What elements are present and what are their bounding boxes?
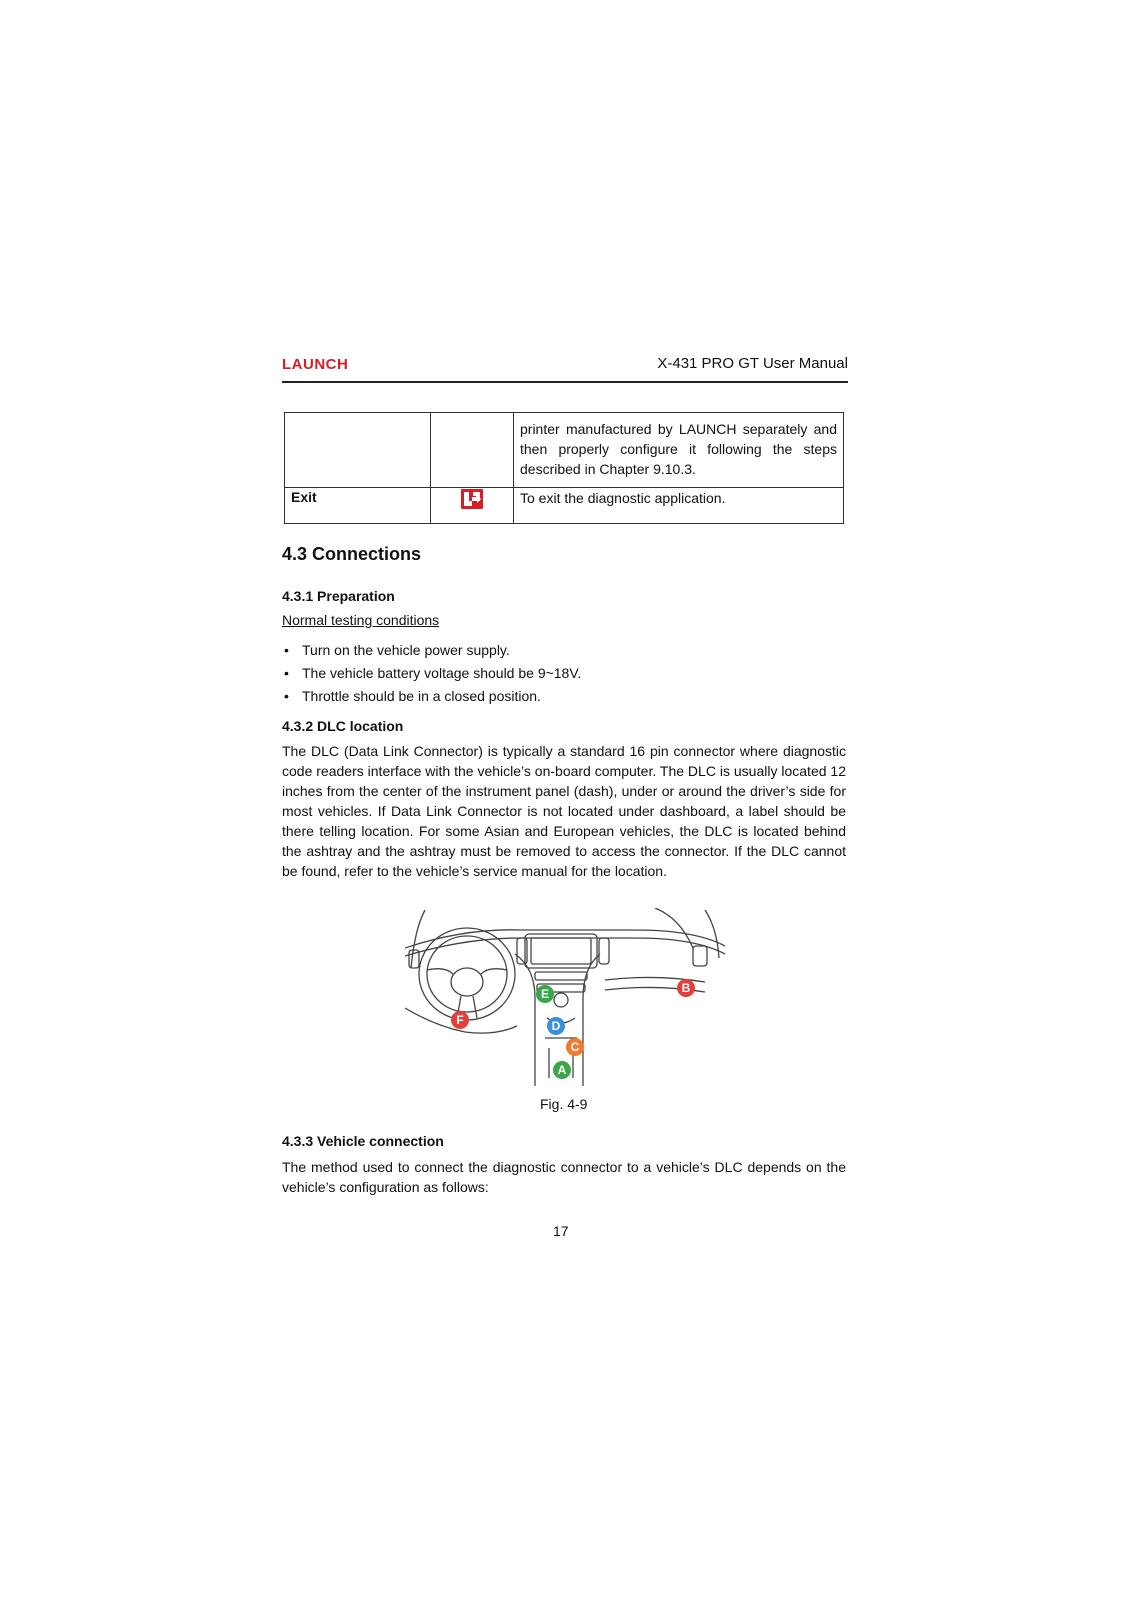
marker-label: E bbox=[540, 987, 550, 1001]
marker-a bbox=[553, 1061, 571, 1079]
bullet-icon: • bbox=[284, 688, 289, 704]
marker-label: A bbox=[557, 1063, 567, 1077]
exit-icon bbox=[461, 489, 483, 512]
section-title: 4.3 Connections bbox=[282, 544, 422, 564]
marker-f bbox=[451, 1011, 469, 1029]
page-header bbox=[282, 355, 848, 379]
list-item bbox=[282, 640, 581, 663]
marker-b bbox=[677, 979, 695, 997]
list-item bbox=[282, 663, 581, 686]
brand-logo-text: LAUNCH bbox=[282, 356, 349, 373]
dlc-paragraph: The DLC (Data Link Connector) is typically a standard 16 pin connector where diagnostic code readers interface with the vehicle’s on-board computer. The DLC is usually located 12 inches from the center of the instrument panel (dash), under or around the driver’s side for most vehicles. If Data Link Connector is not located under dashboard, a label should be there telling location. For some Asian and European vehicles, the DLC is located behind the ashtray and the ashtray must be removed to access the connector. If the DLC cannot be found, refer to the vehicle’s service manual for the location. bbox=[282, 743, 846, 879]
table-cell-description: To exit the diagnostic application. bbox=[514, 488, 844, 524]
bullet-icon: • bbox=[284, 665, 289, 681]
dashboard-illustration bbox=[405, 908, 725, 1086]
marker-c bbox=[566, 1038, 584, 1056]
manual-title: X-431 PRO GT User Manual bbox=[657, 355, 848, 372]
table-cell-icon bbox=[431, 488, 514, 524]
header-divider bbox=[282, 381, 848, 383]
marker-label: B bbox=[681, 981, 691, 995]
marker-e bbox=[536, 985, 554, 1003]
vehicle-connection-heading: 4.3.3 Vehicle connection bbox=[282, 1133, 444, 1149]
vehicle-connection-paragraph: The method used to connect the diagnostic connector to a vehicle’s DLC depends on the vehicle’s configuration as follows: bbox=[282, 1159, 846, 1195]
bullet-icon: • bbox=[284, 642, 289, 658]
list-item bbox=[282, 686, 581, 709]
preparation-list bbox=[282, 640, 581, 709]
table-row bbox=[285, 488, 844, 524]
list-item-text: Throttle should be in a closed position. bbox=[302, 688, 541, 704]
list-item-text: Turn on the vehicle power supply. bbox=[302, 642, 510, 658]
dashboard-figure bbox=[405, 908, 725, 1086]
marker-label: F bbox=[456, 1013, 464, 1027]
table-cell-icon bbox=[431, 413, 514, 488]
preparation-heading: 4.3.1 Preparation bbox=[282, 588, 395, 604]
marker-label: D bbox=[551, 1019, 561, 1033]
table-cell-name: Exit bbox=[285, 488, 431, 524]
marker-d bbox=[547, 1017, 565, 1035]
list-item-text: The vehicle battery voltage should be 9~18V. bbox=[302, 665, 582, 681]
figure-caption: Fig. 4-9 bbox=[540, 1096, 588, 1112]
dlc-heading: 4.3.2 DLC location bbox=[282, 718, 404, 734]
marker-label: C bbox=[570, 1040, 580, 1054]
page-number: 17 bbox=[553, 1223, 569, 1239]
table-cell-description: printer manufactured by LAUNCH separately and then properly configure it following the steps described in Chapter 9.10.3. bbox=[514, 413, 844, 488]
table-cell-name bbox=[285, 413, 431, 488]
table-row bbox=[285, 413, 844, 488]
feature-table bbox=[284, 412, 844, 524]
preparation-subheading: Normal testing conditions bbox=[282, 612, 440, 628]
